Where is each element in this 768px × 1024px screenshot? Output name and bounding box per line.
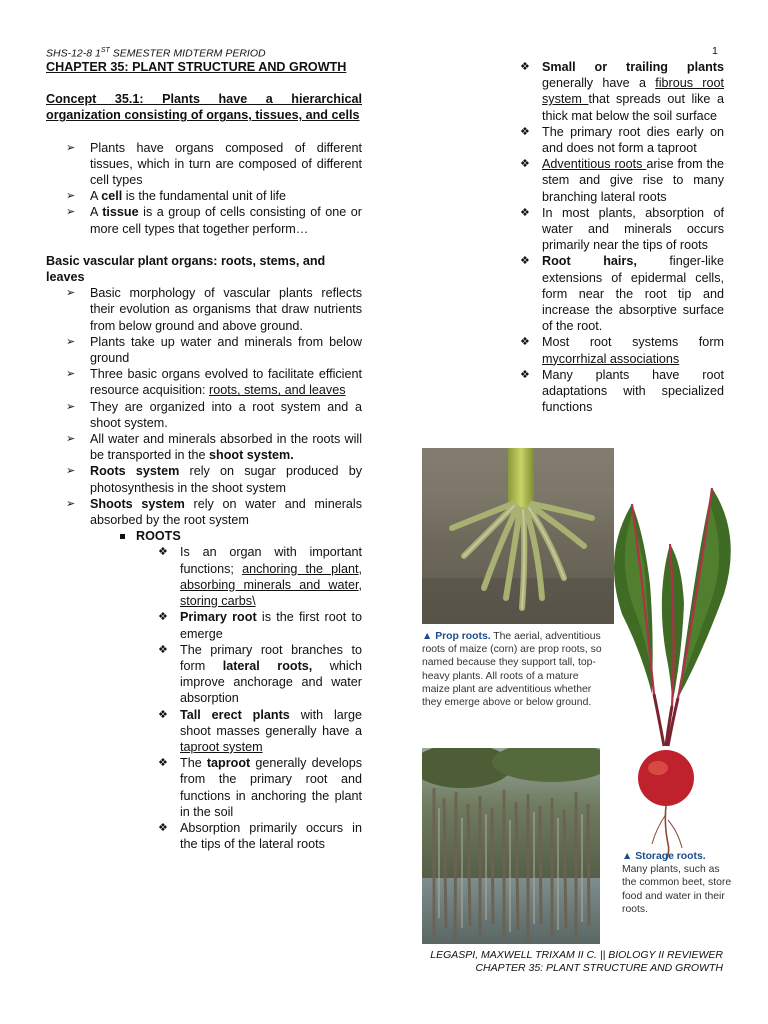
list-item: ❖ Adventitious roots arise from the stem and give rise to many branching lateral roots: [520, 156, 724, 205]
roots-list: [158, 544, 362, 852]
figure-panel: [404, 440, 754, 940]
list-item: ❖ The primary root dies early on and does not form a taproot: [520, 124, 724, 156]
mangrove-photo: [422, 748, 600, 944]
triangle-icon: ▲: [622, 851, 633, 862]
list-item: ❖ Absorption primarily occurs in the tips of the lateral roots: [158, 820, 362, 852]
prop-roots-photo: [422, 448, 614, 624]
list-item: ❖ The taproot generally develops from the primary root and functions in anchoring the plant in the soil: [158, 755, 362, 820]
header-period: SEMESTER MIDTERM PERIOD: [109, 47, 266, 60]
roots-subheading: ROOTS: [46, 528, 362, 544]
organ-list: [46, 285, 362, 528]
list-item: ➢ Plants take up water and minerals from below ground: [46, 334, 362, 366]
list-item: ❖ Is an organ with important functions; anchoring the plant, absorbing minerals and water, storing carbs\: [158, 544, 362, 609]
triangle-icon: ▲: [422, 631, 433, 642]
list-item: ➢ They are organized into a root system and a shoot system.: [46, 399, 362, 431]
root-types-list: [520, 59, 724, 415]
section-heading: Basic vascular plant organs: roots, stems, and leaves: [46, 253, 326, 285]
list-item: ➢ Three basic organs evolved to facilitate efficient resource acquisition: roots, stems, and leaves: [46, 366, 362, 398]
page-footer: [430, 949, 723, 975]
list-item: ➢ Shoots system rely on water and minerals absorbed by the root system: [46, 496, 362, 528]
header-sup: ST: [100, 47, 110, 54]
list-item: ❖ Root hairs, finger-like extensions of epidermal cells, form near the root tip and increase the absorptive surface of the root.: [520, 253, 724, 334]
caption-title: Prop roots.: [435, 631, 491, 642]
list-item: ➢ Basic morphology of vascular plants reflects their evolution as organisms that draw nutrients from below ground and above ground.: [46, 285, 362, 334]
header-code: SHS-12-8 1: [46, 47, 101, 60]
list-item: ➢ Plants have organs composed of different tissues, which in turn are composed of different cell types: [46, 140, 362, 189]
footer-chapter: CHAPTER 35: PLANT STRUCTURE AND GROWTH: [475, 962, 723, 974]
caption-text: Many plants, such as the common beet, store food and water in their roots.: [622, 864, 732, 915]
concept-heading: Concept 35.1: Plants have a hierarchical organization consisting of organs, tissues, and cells: [46, 92, 362, 123]
list-item: ➢ A cell is the fundamental unit of life: [46, 188, 362, 204]
list-item: ❖ Tall erect plants with large shoot masses generally have a taproot system: [158, 707, 362, 756]
list-item: ❖ In most plants, absorption of water and minerals occurs primarily near the tips of roots: [520, 205, 724, 254]
footer-author: LEGASPI, MAXWELL TRIXAM II C. || BIOLOGY II REVIEWER: [430, 949, 723, 961]
beet-photo: [592, 484, 748, 860]
list-item: ❖ Primary root is the first root to emerge: [158, 609, 362, 641]
caption-text: The aerial, adventitious roots of maize (corn) are prop roots, so named because they support tall, top-heavy plants. All roots of a mature maize plant are adventitious whether they emerge above or below ground.: [422, 631, 602, 709]
list-item: ❖ Many plants have root adaptations with specialized functions: [520, 367, 724, 416]
intro-list: [46, 140, 362, 237]
prop-roots-caption: [422, 630, 602, 709]
right-column: [520, 59, 724, 415]
caption-title: Storage roots.: [635, 851, 706, 862]
storage-roots-caption: [622, 850, 732, 916]
list-item: ❖ Small or trailing plants generally have a fibrous root system that spreads out like a thick mat below the soil surface: [520, 59, 724, 124]
list-item: ➢ Roots system rely on sugar produced by photosynthesis in the shoot system: [46, 463, 362, 495]
list-item: ❖ Most root systems form mycorrhizal associations: [520, 334, 724, 366]
list-item: ➢ A tissue is a group of cells consisting of one or more cell types that together perform…: [46, 204, 362, 236]
page-number: 1: [712, 45, 718, 57]
list-item: ➢ All water and minerals absorbed in the roots will be transported in the shoot system.: [46, 431, 362, 463]
left-column: [46, 59, 362, 852]
chapter-title: CHAPTER 35: PLANT STRUCTURE AND GROWTH: [46, 60, 347, 74]
list-item: ❖ The primary root branches to form lateral roots, which improve anchorage and water absorption: [158, 642, 362, 707]
